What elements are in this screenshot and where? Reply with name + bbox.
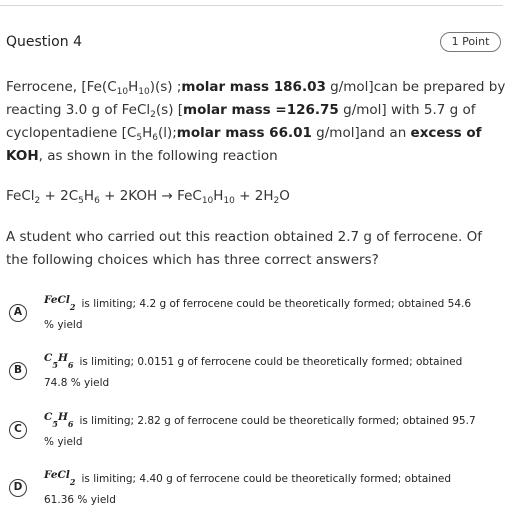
radio-a[interactable]: A (9, 304, 27, 322)
option-a-formula: FeCl$_2$ (44, 294, 76, 312)
option-c-line2: % yield (44, 436, 83, 448)
option-d-line1: FeCl$_2$ is limiting; 4.40 g of ferrocene could be theoretically formed; obtained (44, 469, 451, 487)
option-d[interactable] (0, 467, 511, 513)
question-title: Question 4 (6, 34, 82, 50)
option-a-line2: % yield (44, 319, 83, 331)
top-divider (0, 5, 503, 6)
points-badge: 1 Point (440, 32, 501, 52)
option-c-line1: $C_5H_6$ is limiting; 2.82 g of ferrocene could be theoretically formed; obtained 95.7 (44, 411, 476, 429)
option-d-line2: 61.36 % yield (44, 494, 116, 506)
option-b[interactable] (0, 350, 511, 396)
option-d-formula: FeCl$_2$ (44, 469, 76, 487)
question-paragraph: Ferrocene, [$Fe(C_{10}H_{10})(s)$ ;molar mass 186.03 g/mol]can be prepared by reacting 3.0 g of FeCl$_2$(s) [molar mass =126.75 g/mol] with 5.7 g of cyclopentadiene [$C_5H_6(l);molar$ mass 66.01 g/mol]and an excess of KOH, as shown in the following reaction (6, 79, 506, 164)
option-b-line1: $C_5H_6$ is limiting; 0.0151 g of ferrocene could be theoretically formed; obtained (44, 352, 463, 370)
option-a-line1: FeCl$_2$ is limiting; 4.2 g of ferrocene could be theoretically formed; obtained 54.6 (44, 294, 472, 312)
option-a[interactable] (0, 292, 511, 338)
radio-b[interactable]: B (9, 362, 27, 380)
option-b-line2: 74.8 % yield (44, 377, 110, 389)
radio-c[interactable]: C (9, 421, 27, 439)
reaction-equation: FeCl$_2$ + $2C_5H_6 + 2KOH \to FeC_{10}H_{10} + 2H_2O$ (6, 188, 290, 206)
radio-d[interactable]: D (9, 479, 27, 497)
option-b-formula: $C_5H_6$ (44, 352, 74, 370)
option-c-formula: $C_5H_6$ (44, 411, 74, 429)
question-prompt: A student who carried out this reaction obtained 2.7 g of ferrocene. Of the following choices which has three correct answers? (6, 229, 483, 268)
option-c[interactable] (0, 409, 511, 455)
